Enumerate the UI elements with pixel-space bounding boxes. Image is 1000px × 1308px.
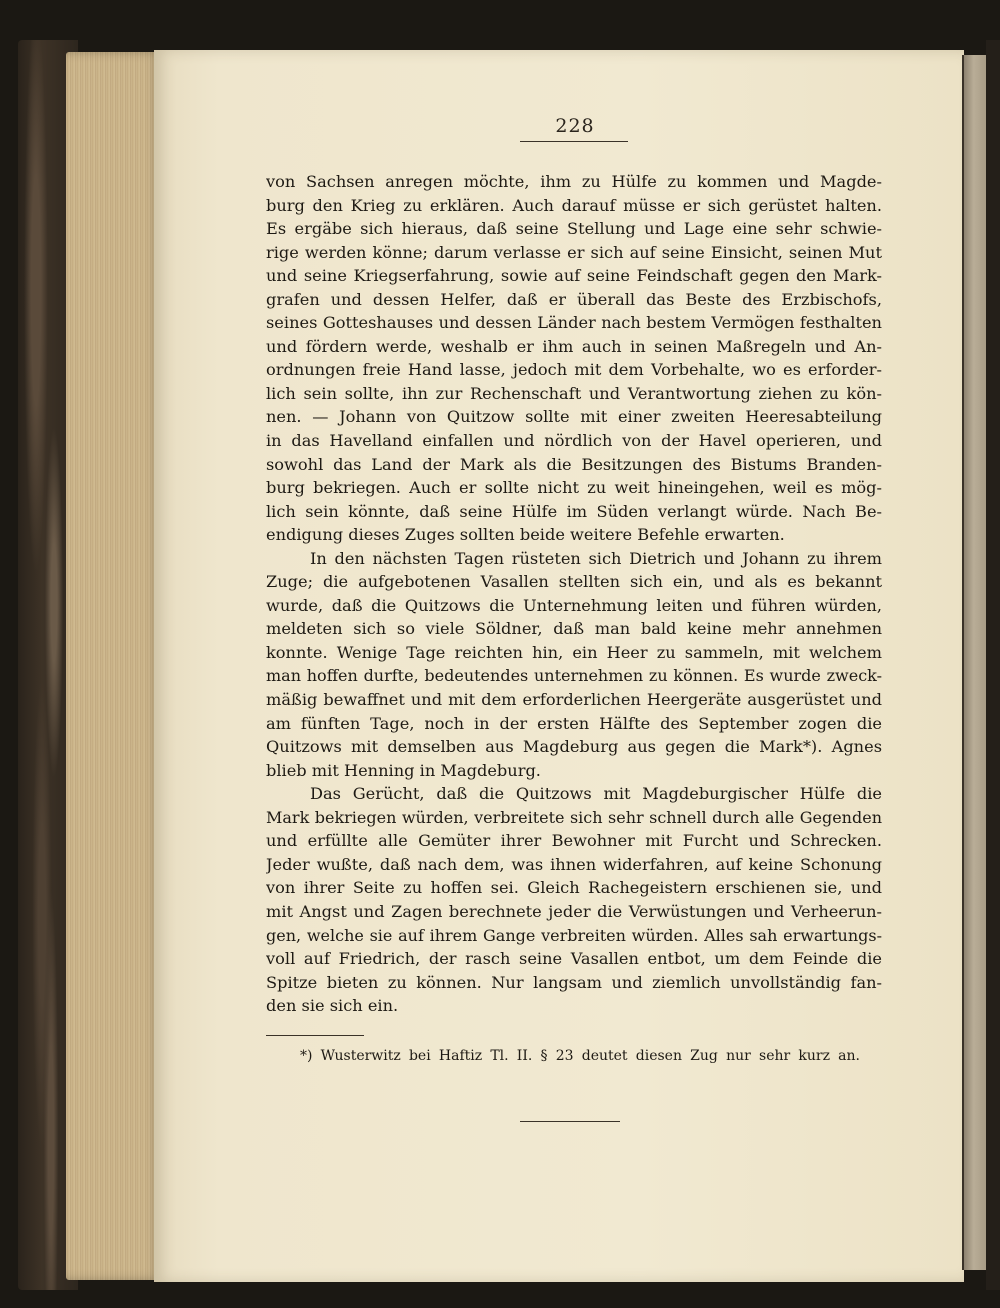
text-line: konnte. Wenige Tage reichten hin, ein Heer zu sammeln, mit welchem (266, 642, 882, 662)
text-line: man hoffen durfte, bedeutendes unternehmen zu können. Es wurde zweck- (266, 666, 882, 686)
body-text (266, 170, 882, 1018)
text-line: von Sachsen anregen möchte, ihm zu Hülfe zu kommen und Magde- (266, 172, 882, 191)
text-line: In den nächsten Tagen rüsteten sich Dietrich und Johann zu ihrem (310, 548, 882, 568)
text-line: voll auf Friedrich, der rasch seine Vasallen entbot, um dem Feinde die (266, 949, 882, 969)
text-line: und seine Kriegserfahrung, sowie auf seine Feindschaft gegen den Mark- (266, 266, 882, 286)
footnote-rule (266, 1035, 364, 1036)
text-line: mit Angst und Zagen berechnete jeder die Verwüstungen und Verheerun- (266, 901, 882, 921)
text-line: Quitzows mit demselben aus Magdeburg aus gegen die Mark*). Agnes (266, 737, 882, 757)
page-edge-stack (66, 52, 161, 1280)
text-line: rige werden könne; darum verlasse er sich auf seine Einsicht, seinen Mut (266, 242, 882, 262)
text-line: nen. — Johann von Quitzow sollte mit einer zweiten Heeresabteilung (266, 407, 882, 427)
text-line: meldeten sich so viele Söldner, daß man bald keine mehr annehmen (266, 619, 882, 639)
text-line: Spitze bieten zu können. Nur langsam und ziemlich unvollständig fan- (266, 972, 882, 992)
text-line: seines Gotteshauses und dessen Länder nach bestem Vermögen festhalten (266, 313, 882, 333)
end-rule (520, 1121, 620, 1122)
book-cover-right (962, 55, 988, 1270)
text-line: gen, welche sie auf ihrem Gange verbreiten würden. Alles sah erwartungs- (266, 925, 882, 945)
text-line: Das Gerücht, daß die Quitzows mit Magdeburgischer Hülfe die (310, 784, 882, 804)
text-line: mäßig bewaffnet und mit dem erforderlichen Heergeräte ausgerüstet und (266, 690, 882, 710)
text-line: ordnungen freie Hand lasse, jedoch mit dem Vorbehalte, wo es erforder- (266, 360, 882, 380)
text-line: blieb mit Henning in Magdeburg. (266, 760, 541, 780)
text-line: burg den Krieg zu erklären. Auch darauf müsse er sich gerüstet halten. (266, 195, 882, 215)
book-cover-right-outer (986, 40, 1000, 1290)
text-line: Jeder wußte, daß nach dem, was ihnen widerfahren, auf keine Schonung (266, 854, 882, 874)
text-line: Mark bekriegen würden, verbreitete sich sehr schnell durch alle Gegenden (266, 807, 882, 827)
page-number (0, 115, 1000, 137)
text-line: wurde, daß die Quitzows die Unternehmung leiten und führen würden, (266, 595, 882, 615)
text-line: und fördern werde, weshalb er ihm auch in seinen Maßregeln und An- (266, 336, 882, 356)
page-number-rule (520, 141, 628, 142)
text-line: grafen und dessen Helfer, daß er überall das Beste des Erzbischofs, (266, 289, 882, 309)
text-line: Es ergäbe sich hieraus, daß seine Stellung und Lage eine sehr schwie- (266, 219, 882, 239)
text-line: und erfüllte alle Gemüter ihrer Bewohner mit Furcht und Schrecken. (266, 831, 882, 851)
footnote: *) Wusterwitz bei Haftiz Tl. II. § 23 deutet diesen Zug nur sehr kurz an. (300, 1048, 860, 1064)
text-line: sowohl das Land der Mark als die Besitzungen des Bistums Branden- (266, 454, 882, 474)
text-line: endigung dieses Zuges sollten beide weitere Befehle erwarten. (266, 525, 785, 545)
text-line: am fünften Tage, noch in der ersten Hälfte des September zogen die (266, 713, 882, 733)
page-number-text: 228 (555, 115, 595, 137)
text-line: von ihrer Seite zu hoffen sei. Gleich Rachegeistern erschienen sie, und (266, 878, 882, 898)
text-line: in das Havelland einfallen und nördlich von der Havel operieren, und (266, 431, 882, 451)
text-line: burg bekriegen. Auch er sollte nicht zu weit hineingehen, weil es mög- (266, 478, 882, 498)
text-line: lich sein könnte, daß seine Hülfe im Süden verlangt würde. Nach Be- (266, 501, 882, 521)
text-line: den sie sich ein. (266, 996, 399, 1016)
text-line: lich sein sollte, ihn zur Rechenschaft und Verantwortung ziehen zu kön- (266, 383, 882, 403)
text-line: Zuge; die aufgebotenen Vasallen stellten sich ein, und als es bekannt (266, 572, 882, 592)
